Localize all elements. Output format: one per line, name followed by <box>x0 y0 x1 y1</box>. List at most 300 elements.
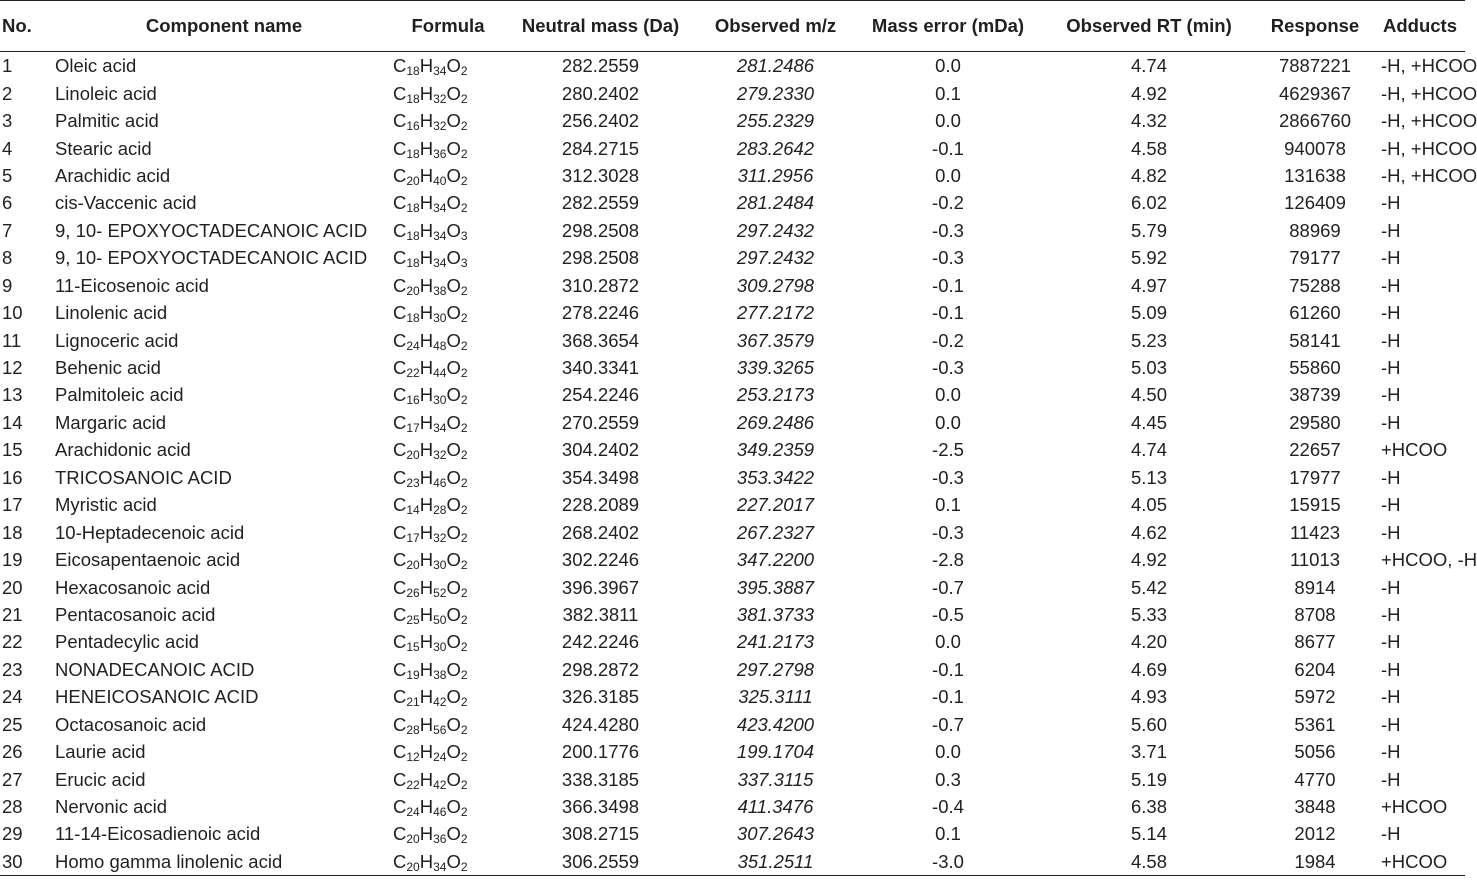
formula-element: O <box>446 55 461 77</box>
cell-mass-error: -0.3 <box>932 521 964 543</box>
formula-subscript: 20 <box>406 283 420 298</box>
cell-no: 17 <box>2 494 23 516</box>
formula-element: H <box>419 850 434 872</box>
cell-neutral-mass: 382.3811 <box>562 603 639 625</box>
table-row <box>0 793 1465 820</box>
cell-response: 5361 <box>1294 713 1336 735</box>
cell-component-name: Octacosanoic acid <box>55 713 207 735</box>
cell-formula <box>393 711 503 738</box>
cell-mass-error: -0.3 <box>932 247 964 269</box>
cell-observed-mz: 325.3111 <box>738 686 813 708</box>
cell-mass-error: -0.4 <box>932 796 964 818</box>
formula-element: O <box>446 686 461 708</box>
table-row <box>0 79 1465 106</box>
formula-subscript: 34 <box>433 228 447 243</box>
formula-subscript: 42 <box>433 695 447 710</box>
cell-observed-mz: 269.2486 <box>736 411 815 433</box>
table-row <box>0 656 1465 683</box>
cell-adducts: -H <box>1381 466 1401 488</box>
table-body <box>0 52 1477 876</box>
cell-observed-rt: 4.50 <box>1130 384 1167 406</box>
formula-element: C <box>393 576 407 598</box>
cell-response: 22657 <box>1289 439 1341 461</box>
formula-element: O <box>446 631 461 653</box>
cell-no: 5 <box>2 164 13 186</box>
cell-observed-mz: 381.3733 <box>736 603 815 625</box>
formula-subscript: 30 <box>433 640 447 655</box>
cell-component-name: Myristic acid <box>55 494 157 516</box>
cell-neutral-mass: 298.2508 <box>561 219 640 241</box>
formula-element: O <box>446 466 461 488</box>
formula-subscript: 2 <box>460 420 468 435</box>
cell-formula <box>393 436 503 463</box>
formula-subscript: 2 <box>460 173 468 188</box>
cell-observed-rt: 4.92 <box>1130 82 1167 104</box>
formula-element: H <box>419 137 434 159</box>
cell-mass-error: 0.0 <box>935 55 961 77</box>
cell-neutral-mass: 424.4280 <box>561 713 640 735</box>
formula-element: O <box>446 110 461 132</box>
cell-formula <box>393 79 503 106</box>
cell-observed-rt: 6.38 <box>1130 796 1167 818</box>
cell-mass-error: -3.0 <box>853 848 1043 876</box>
cell-observed-mz: 395.3887 <box>736 576 815 598</box>
cell-no: 15 <box>2 439 23 461</box>
formula-element: O <box>446 302 461 324</box>
cell-formula <box>393 134 503 161</box>
cell-observed-rt: 5.33 <box>1130 603 1167 625</box>
formula-element: H <box>419 603 434 625</box>
cell-neutral-mass: 284.2715 <box>561 137 640 159</box>
cell-observed-rt: 4.20 <box>1130 631 1167 653</box>
cell-formula <box>393 546 503 573</box>
cell-component-name: 10-Heptadecenoic acid <box>55 521 245 543</box>
formula-element: O <box>446 357 461 379</box>
formula-subscript: 25 <box>406 612 420 627</box>
table-row <box>0 738 1465 765</box>
cell-component-name: TRICOSANOIC ACID <box>55 466 232 488</box>
cell-adducts: +HCOO <box>1375 848 1465 876</box>
cell-neutral-mass: 256.2402 <box>561 110 640 132</box>
cell-mass-error: -2.8 <box>932 549 964 571</box>
cell-response: 5056 <box>1294 741 1336 763</box>
formula-element: O <box>446 603 461 625</box>
formula-element: C <box>393 850 407 872</box>
header-neutral-mass: Neutral mass (Da) <box>503 1 698 52</box>
table-row <box>0 134 1465 161</box>
cell-neutral-mass: 268.2402 <box>561 521 640 543</box>
cell-observed-rt: 4.58 <box>1043 848 1255 876</box>
cell-mass-error: 0.1 <box>935 823 961 845</box>
cell-neutral-mass: 298.2508 <box>561 247 640 269</box>
cell-adducts: +HCOO, -H <box>1381 549 1477 571</box>
cell-observed-mz: 337.3115 <box>737 768 814 790</box>
cell-neutral-mass: 282.2559 <box>561 55 640 77</box>
formula-element: H <box>419 494 434 516</box>
cell-observed-rt: 4.69 <box>1130 658 1167 680</box>
formula-element: H <box>419 549 434 571</box>
cell-observed-rt: 5.60 <box>1130 713 1167 735</box>
cell-adducts: -H <box>1381 192 1401 214</box>
cell-no: 7 <box>2 219 13 241</box>
formula-subscript: 17 <box>406 530 420 545</box>
cell-observed-rt: 5.13 <box>1130 466 1167 488</box>
formula-subscript: 24 <box>406 805 420 820</box>
cell-response: 2012 <box>1294 823 1336 845</box>
cell-observed-mz: 347.2200 <box>736 549 815 571</box>
table-row <box>0 711 1465 738</box>
formula-subscript: 2 <box>460 366 468 381</box>
formula-element: O <box>446 329 461 351</box>
formula-subscript: 2 <box>460 475 468 490</box>
cell-formula <box>393 628 503 655</box>
cell-mass-error: -0.1 <box>932 274 964 296</box>
formula-subscript: 40 <box>433 173 447 188</box>
cell-mass-error: 0.1 <box>935 494 961 516</box>
cell-component-name: 9, 10- EPOXYOCTADECANOIC ACID <box>55 247 368 269</box>
formula-element: H <box>419 247 434 269</box>
formula-subscript: 2 <box>460 859 468 874</box>
formula-subscript: 2 <box>460 722 468 737</box>
formula-subscript: 16 <box>406 393 420 408</box>
cell-adducts: -H <box>1381 494 1401 516</box>
cell-component-name: Behenic acid <box>55 357 161 379</box>
cell-no: 20 <box>2 576 23 598</box>
formula-subscript: 16 <box>406 119 420 134</box>
cell-mass-error: 0.0 <box>935 110 961 132</box>
table-row <box>0 848 1465 876</box>
formula-element: O <box>446 658 461 680</box>
cell-observed-mz: 253.2173 <box>736 384 815 406</box>
cell-observed-mz: 279.2330 <box>736 82 815 104</box>
cell-adducts: -H <box>1381 823 1401 845</box>
formula-element: C <box>393 439 407 461</box>
cell-formula <box>393 272 503 299</box>
cell-mass-error: 0.0 <box>935 411 961 433</box>
cell-component-name: Lignoceric acid <box>55 329 179 351</box>
cell-component-name: Arachidonic acid <box>55 439 191 461</box>
formula-subscript: 2 <box>460 667 468 682</box>
cell-component-name: NONADECANOIC ACID <box>55 658 255 680</box>
cell-mass-error: 0.0 <box>935 384 961 406</box>
cell-formula <box>393 738 503 765</box>
cell-mass-error: 0.3 <box>935 768 961 790</box>
cell-no: 28 <box>2 796 23 818</box>
formula-element: H <box>419 219 434 241</box>
formula-subscript: 2 <box>460 530 468 545</box>
formula-element: C <box>393 768 407 790</box>
cell-no: 14 <box>2 411 23 433</box>
cell-no: 1 <box>2 55 13 77</box>
cell-observed-rt: 4.92 <box>1130 549 1167 571</box>
formula-subscript: 34 <box>433 859 447 874</box>
cell-formula <box>393 601 503 628</box>
formula-element: C <box>393 302 407 324</box>
cell-formula <box>393 518 503 545</box>
formula-element: O <box>446 521 461 543</box>
cell-observed-mz: 199.1704 <box>736 741 815 763</box>
formula-element: H <box>419 110 434 132</box>
formula-element: O <box>446 494 461 516</box>
cell-formula <box>393 217 503 244</box>
cell-component-name: Palmitoleic acid <box>55 384 184 406</box>
cell-observed-rt: 5.09 <box>1130 302 1167 324</box>
cell-neutral-mass: 308.2715 <box>561 823 640 845</box>
formula-element: H <box>419 631 434 653</box>
formula-element: C <box>393 247 407 269</box>
cell-no: 6 <box>2 192 13 214</box>
cell-no: 8 <box>2 247 13 269</box>
cell-observed-rt: 4.74 <box>1130 55 1167 77</box>
formula-element: H <box>419 466 434 488</box>
formula-element: C <box>393 823 407 845</box>
cell-observed-mz: 311.2956 <box>737 164 814 186</box>
formula-subscript: 3 <box>460 256 468 271</box>
formula-subscript: 30 <box>433 393 447 408</box>
cell-formula <box>393 409 503 436</box>
formula-subscript: 50 <box>433 612 447 627</box>
formula-element: H <box>419 686 434 708</box>
cell-mass-error: -0.3 <box>932 357 964 379</box>
formula-element: H <box>419 713 434 735</box>
cell-response: 11013 <box>1289 549 1341 571</box>
table-header <box>0 1 1465 52</box>
table-row <box>0 107 1465 134</box>
header-observed-rt: Observed RT (min) <box>1043 1 1255 52</box>
cell-mass-error: -0.1 <box>932 686 964 708</box>
formula-subscript: 52 <box>433 585 447 600</box>
cell-neutral-mass: 242.2246 <box>561 631 640 653</box>
table-row <box>0 601 1465 628</box>
cell-adducts: -H <box>1381 357 1401 379</box>
formula-subscript: 2 <box>460 585 468 600</box>
formula-subscript: 21 <box>406 695 420 710</box>
cell-neutral-mass: 396.3967 <box>561 576 640 598</box>
cell-observed-rt: 4.93 <box>1130 686 1167 708</box>
formula-subscript: 32 <box>433 91 447 106</box>
cell-formula <box>393 573 503 600</box>
cell-component-name: Nervonic acid <box>55 796 168 818</box>
formula-subscript: 26 <box>406 585 420 600</box>
cell-response: 3848 <box>1294 796 1336 818</box>
formula-element: C <box>393 329 407 351</box>
formula-element: O <box>446 247 461 269</box>
cell-observed-rt: 4.45 <box>1130 411 1167 433</box>
formula-element: O <box>446 768 461 790</box>
cell-neutral-mass: 280.2402 <box>561 82 640 104</box>
table-row <box>0 628 1465 655</box>
cell-component-name: Pentacosanoic acid <box>55 603 216 625</box>
formula-subscript: 20 <box>406 832 420 847</box>
cell-response: 11423 <box>1289 521 1341 543</box>
cell-component-name: 11-14-Eicosadienoic acid <box>55 823 261 845</box>
formula-subscript: 22 <box>406 777 420 792</box>
formula-element: C <box>393 466 407 488</box>
cell-component-name: Stearic acid <box>55 137 152 159</box>
formula-subscript: 34 <box>433 256 447 271</box>
header-row <box>0 1 1465 52</box>
formula-subscript: 2 <box>460 64 468 79</box>
table-row <box>0 409 1465 436</box>
formula-subscript: 18 <box>406 91 420 106</box>
cell-neutral-mass: 302.2246 <box>561 549 640 571</box>
cell-response: 1984 <box>1255 848 1375 876</box>
cell-mass-error: 0.0 <box>935 741 961 763</box>
cell-response: 4770 <box>1294 768 1336 790</box>
cell-observed-mz: 351.2511 <box>698 848 853 876</box>
cell-no: 4 <box>2 137 13 159</box>
cell-observed-mz: 367.3579 <box>736 329 815 351</box>
formula-subscript: 2 <box>460 283 468 298</box>
cell-adducts: -H <box>1381 384 1401 406</box>
cell-response: 75288 <box>1289 274 1341 296</box>
cell-no: 9 <box>2 274 13 296</box>
cell-formula <box>393 354 503 381</box>
cell-adducts: -H <box>1381 329 1401 351</box>
cell-component-name: Pentadecylic acid <box>55 631 199 653</box>
formula-element: H <box>419 55 434 77</box>
cell-mass-error: -2.5 <box>932 439 964 461</box>
cell-response: 940078 <box>1284 137 1346 159</box>
formula-element: H <box>419 576 434 598</box>
cell-formula <box>393 656 503 683</box>
formula-subscript: 34 <box>433 420 447 435</box>
cell-neutral-mass: 200.1776 <box>561 741 640 763</box>
formula-subscript: 38 <box>433 667 447 682</box>
formula-element: C <box>393 357 407 379</box>
formula-element: O <box>446 192 461 214</box>
cell-mass-error: -0.1 <box>932 658 964 680</box>
formula-element: O <box>446 549 461 571</box>
formula-subscript: 2 <box>460 777 468 792</box>
cell-observed-mz: 255.2329 <box>736 110 815 132</box>
cell-observed-mz: 411.3476 <box>737 796 814 818</box>
table-row <box>0 464 1465 491</box>
formula-element: H <box>419 439 434 461</box>
formula-subscript: 28 <box>406 722 420 737</box>
cell-mass-error: 0.0 <box>935 164 961 186</box>
formula-subscript: 2 <box>460 146 468 161</box>
cell-component-name: Homo gamma linolenic acid <box>52 848 393 876</box>
formula-subscript: 36 <box>433 832 447 847</box>
cell-neutral-mass: 254.2246 <box>561 384 640 406</box>
cell-observed-mz: 353.3422 <box>736 466 815 488</box>
cell-formula <box>393 326 503 353</box>
formula-element: H <box>419 329 434 351</box>
cell-no: 27 <box>2 768 23 790</box>
cell-response: 4629367 <box>1278 82 1352 104</box>
formula-element: H <box>419 823 434 845</box>
cell-observed-rt: 5.92 <box>1130 247 1167 269</box>
cell-component-name: cis-Vaccenic acid <box>55 192 197 214</box>
formula-element: C <box>393 55 407 77</box>
formula-element: C <box>393 631 407 653</box>
formula-subscript: 42 <box>433 777 447 792</box>
cell-adducts: -H <box>1381 274 1401 296</box>
formula-subscript: 19 <box>406 667 420 682</box>
formula-element: C <box>393 192 407 214</box>
formula-element: H <box>419 658 434 680</box>
formula-element: H <box>419 411 434 433</box>
cell-no: 16 <box>2 466 23 488</box>
cell-formula <box>393 820 503 847</box>
table-row <box>0 244 1465 271</box>
cell-observed-mz: 241.2173 <box>736 631 815 653</box>
formula-element: C <box>393 384 407 406</box>
cell-adducts: -H <box>1381 576 1401 598</box>
cell-no: 13 <box>2 384 23 406</box>
cell-observed-rt: 4.97 <box>1130 274 1167 296</box>
cell-neutral-mass: 298.2872 <box>561 658 640 680</box>
cell-neutral-mass: 338.3185 <box>561 768 640 790</box>
formula-element: H <box>419 164 434 186</box>
cell-neutral-mass: 282.2559 <box>561 192 640 214</box>
formula-element: C <box>393 411 407 433</box>
formula-element: C <box>393 549 407 571</box>
cell-adducts: -H <box>1381 411 1401 433</box>
formula-element: C <box>393 137 407 159</box>
cell-adducts: -H, +HCOO <box>1381 110 1477 132</box>
cell-observed-mz: 309.2798 <box>736 274 815 296</box>
cell-formula <box>393 683 503 710</box>
cell-mass-error: -0.3 <box>932 219 964 241</box>
formula-subscript: 12 <box>406 750 420 765</box>
formula-element: H <box>419 302 434 324</box>
cell-neutral-mass: 354.3498 <box>561 466 640 488</box>
table-row <box>0 272 1465 299</box>
table-row <box>0 436 1465 463</box>
cell-formula <box>393 491 503 518</box>
cell-response: 8914 <box>1294 576 1336 598</box>
formula-element: O <box>446 850 461 872</box>
cell-mass-error: -0.7 <box>932 576 964 598</box>
formula-element: H <box>419 274 434 296</box>
formula-element: C <box>393 713 407 735</box>
cell-response: 58141 <box>1289 329 1341 351</box>
cell-response: 8708 <box>1294 603 1336 625</box>
cell-component-name: Palmitic acid <box>55 110 159 132</box>
formula-subscript: 18 <box>406 201 420 216</box>
cell-mass-error: -0.2 <box>932 329 964 351</box>
formula-subscript: 17 <box>406 420 420 435</box>
formula-subscript: 30 <box>433 311 447 326</box>
cell-component-name: Linoleic acid <box>55 82 157 104</box>
cell-response: 79177 <box>1289 247 1341 269</box>
cell-neutral-mass: 368.3654 <box>561 329 640 351</box>
cell-observed-rt: 5.23 <box>1130 329 1167 351</box>
cell-component-name: Erucic acid <box>55 768 146 790</box>
cell-neutral-mass: 340.3341 <box>561 357 640 379</box>
cell-component-name: Margaric acid <box>55 411 167 433</box>
cell-adducts: -H <box>1381 768 1401 790</box>
formula-subscript: 28 <box>433 503 447 518</box>
cell-response: 88969 <box>1289 219 1341 241</box>
formula-subscript: 20 <box>406 558 420 573</box>
formula-subscript: 46 <box>433 475 447 490</box>
cell-no: 29 <box>2 823 23 845</box>
formula-element: H <box>419 357 434 379</box>
formula-element: H <box>419 384 434 406</box>
cell-adducts: -H, +HCOO <box>1381 82 1477 104</box>
cell-adducts: -H <box>1381 603 1401 625</box>
formula-subscript: 2 <box>460 805 468 820</box>
cell-no: 11 <box>2 329 22 351</box>
cell-observed-rt: 4.32 <box>1130 110 1167 132</box>
cell-mass-error: 0.0 <box>935 631 961 653</box>
cell-component-name: Oleic acid <box>55 55 137 77</box>
cell-observed-mz: 227.2017 <box>736 494 815 516</box>
cell-formula <box>393 765 503 792</box>
